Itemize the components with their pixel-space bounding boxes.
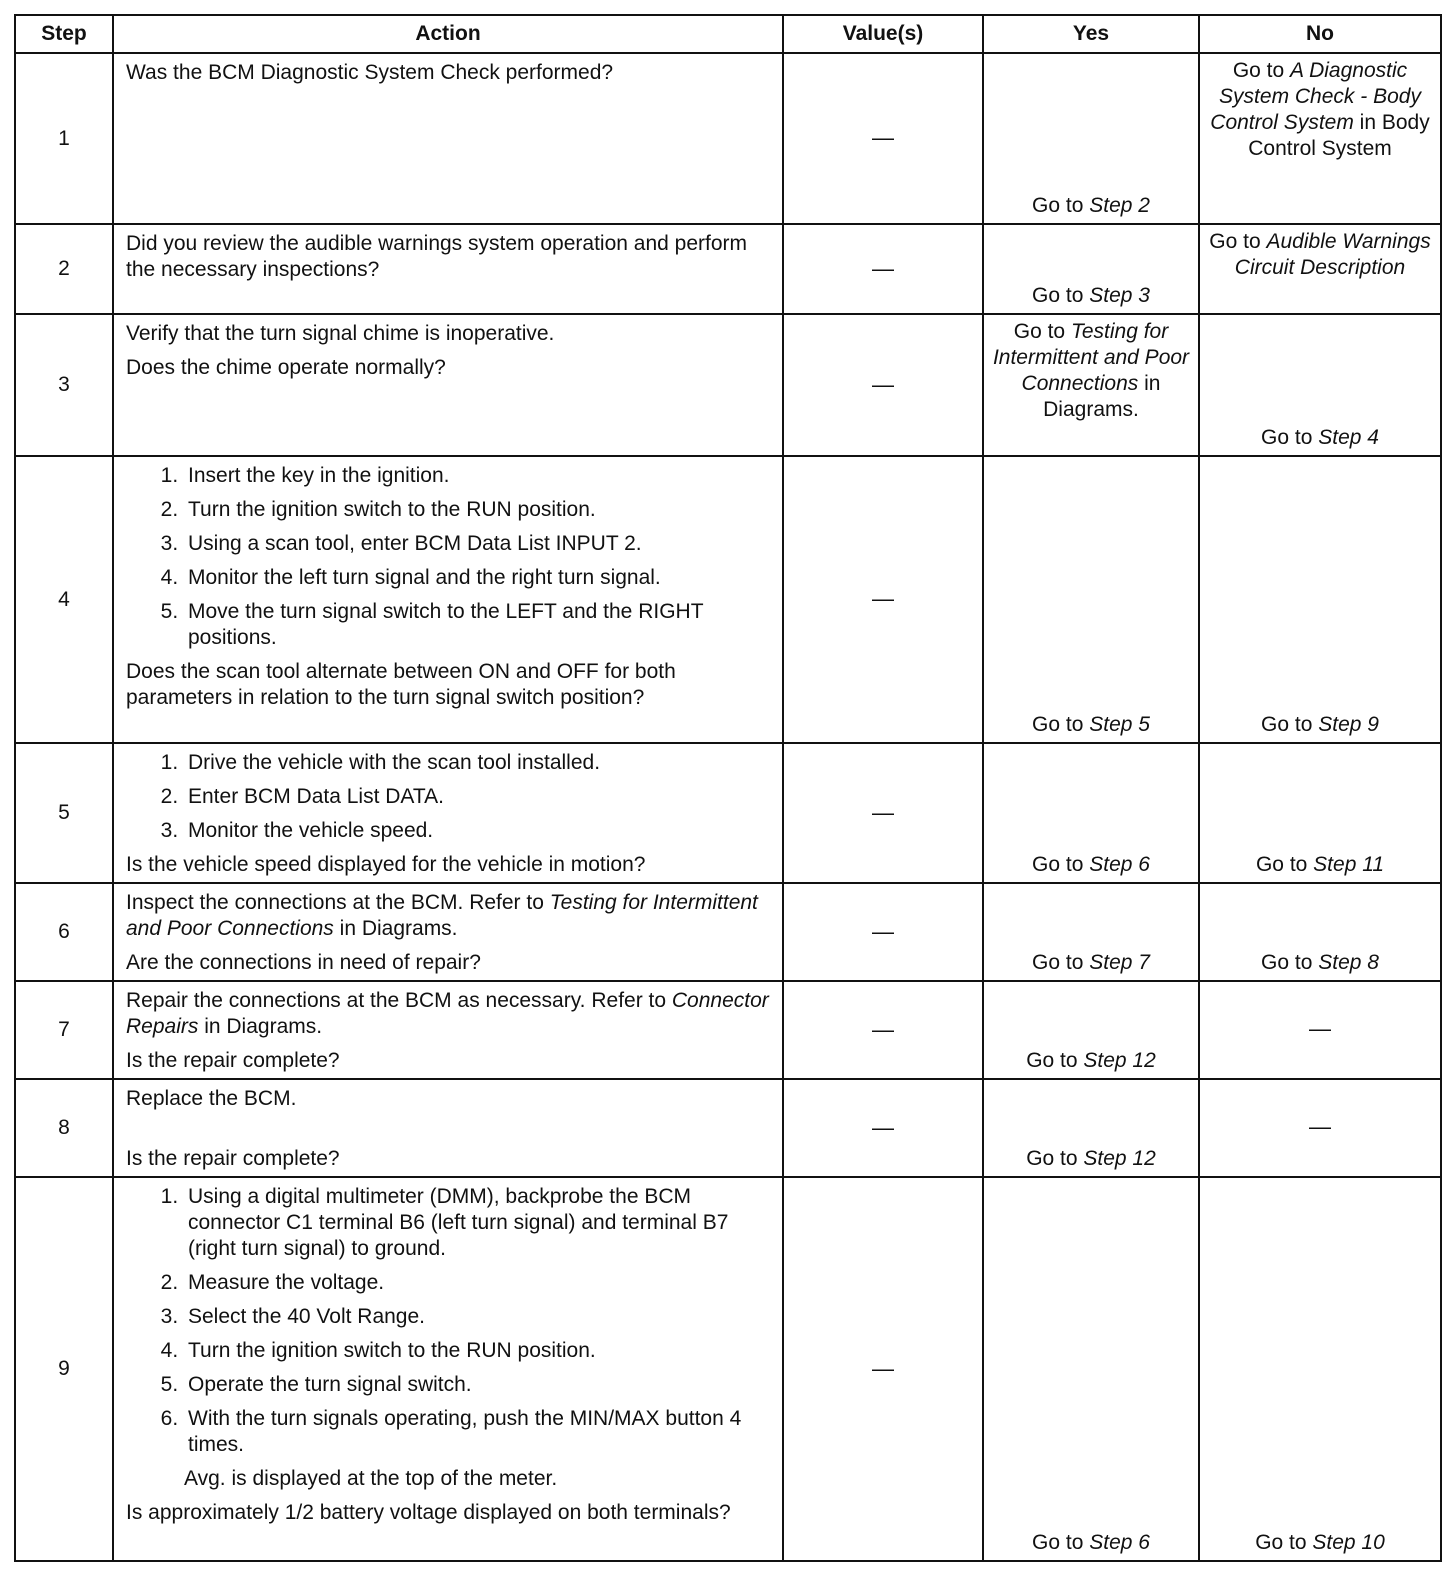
no-cell xyxy=(1199,314,1441,456)
value-cell xyxy=(783,883,983,981)
table-row xyxy=(15,1177,1441,1561)
value-dash: — xyxy=(872,586,894,611)
yes-link[interactable]: Step 12 xyxy=(1083,1049,1156,1072)
table-row xyxy=(15,224,1441,314)
action-cell xyxy=(113,981,783,1079)
yes-prefix: Go to xyxy=(1032,951,1090,974)
list-item: 3. Using a scan tool, enter BCM Data List INPUT 2. xyxy=(184,531,774,557)
value-cell xyxy=(783,981,983,1079)
value-cell xyxy=(783,314,983,456)
action-text-part: Inspect the connections at the BCM. Refer to xyxy=(126,891,550,914)
list-item: 6. With the turn signals operating, push the MIN/MAX button 4 times. xyxy=(184,1406,774,1458)
no-link[interactable]: Step 11 xyxy=(1313,853,1385,876)
yes-prefix: Go to xyxy=(1026,1049,1084,1072)
yes-prefix: Go to xyxy=(1032,284,1090,307)
action-cell xyxy=(113,456,783,743)
action-text: Replace the BCM. xyxy=(126,1087,297,1110)
list-item: 3. Monitor the vehicle speed. xyxy=(184,818,774,844)
no-link[interactable]: Step 4 xyxy=(1318,426,1379,449)
yes-cell xyxy=(983,743,1199,883)
list-item: 1. Using a digital multimeter (DMM), backprobe the BCM connector C1 terminal B6 (left turn signal) and terminal B7 (right turn signal) to ground. xyxy=(184,1184,774,1262)
no-cell xyxy=(1199,743,1441,883)
value-dash: — xyxy=(872,1114,894,1140)
procedure-list xyxy=(126,750,774,844)
value-cell xyxy=(783,224,983,314)
yes-cell xyxy=(983,883,1199,981)
yes-link[interactable]: Step 3 xyxy=(1089,284,1150,307)
table-row xyxy=(15,981,1441,1079)
procedure-list xyxy=(126,1184,774,1458)
yes-cell xyxy=(983,1177,1199,1561)
step-number: 6 xyxy=(15,883,113,981)
yes-prefix: Go to xyxy=(1032,853,1090,876)
list-item: 1. Insert the key in the ignition. xyxy=(184,463,774,489)
list-item: 2. Enter BCM Data List DATA. xyxy=(184,784,774,810)
value-dash: — xyxy=(872,1016,894,1042)
action-text xyxy=(126,988,774,1040)
action-cell xyxy=(113,883,783,981)
header-no: No xyxy=(1199,15,1441,53)
list-item: 2. Measure the voltage. xyxy=(184,1270,774,1296)
action-cell xyxy=(113,314,783,456)
list-item: 4. Turn the ignition switch to the RUN position. xyxy=(184,1338,774,1364)
no-cell xyxy=(1199,883,1441,981)
yes-prefix: Go to xyxy=(1032,1531,1090,1554)
step-number: 2 xyxy=(15,224,113,314)
action-text-part: Repair the connections at the BCM as necessary. Refer to xyxy=(126,989,672,1012)
header-step: Step xyxy=(15,15,113,53)
no-prefix: Go to xyxy=(1232,59,1291,82)
header-values: Value(s) xyxy=(783,15,983,53)
yes-link[interactable]: Step 6 xyxy=(1089,853,1150,876)
list-item: 4. Monitor the left turn signal and the right turn signal. xyxy=(184,565,774,591)
no-cell xyxy=(1199,224,1441,314)
diagnostic-table xyxy=(14,14,1442,1562)
header-row xyxy=(15,15,1441,53)
action-question: Is approximately 1/2 battery voltage displayed on both terminals? xyxy=(126,1501,731,1524)
procedure-note: Avg. is displayed at the top of the meter. xyxy=(184,1467,558,1490)
action-question: Does the chime operate normally? xyxy=(126,356,446,379)
value-dash: — xyxy=(872,918,894,944)
value-dash: — xyxy=(872,799,894,825)
no-cell xyxy=(1199,1079,1441,1177)
yes-link[interactable]: Step 2 xyxy=(1089,194,1150,217)
step-number: 7 xyxy=(15,981,113,1079)
list-item: 1. Drive the vehicle with the scan tool installed. xyxy=(184,750,774,776)
no-dash: — xyxy=(1309,1015,1331,1041)
value-dash: — xyxy=(872,255,894,281)
yes-prefix: Go to xyxy=(1032,194,1090,217)
no-suffix: in Body Control System xyxy=(1248,111,1430,160)
yes-cell xyxy=(983,456,1199,743)
table-row xyxy=(15,456,1441,743)
procedure-list xyxy=(126,463,774,651)
value-cell xyxy=(783,1177,983,1561)
no-prefix: Go to xyxy=(1261,951,1319,974)
yes-link[interactable]: Step 12 xyxy=(1083,1147,1156,1170)
no-prefix: Go to xyxy=(1255,1531,1313,1554)
table-row xyxy=(15,1079,1441,1177)
step-number: 1 xyxy=(15,53,113,224)
no-cell xyxy=(1199,456,1441,743)
action-text: Did you review the audible warnings system operation and perform the necessary inspections? xyxy=(126,232,747,281)
action-question: Is the repair complete? xyxy=(126,1147,340,1170)
action-cell xyxy=(113,53,783,224)
yes-prefix: Go to xyxy=(1013,320,1071,343)
action-text: Was the BCM Diagnostic System Check performed? xyxy=(126,61,614,84)
list-item: 5. Move the turn signal switch to the LEFT and the RIGHT positions. xyxy=(184,599,774,651)
header-yes: Yes xyxy=(983,15,1199,53)
yes-prefix: Go to xyxy=(1032,713,1090,736)
no-link[interactable]: Step 8 xyxy=(1318,951,1379,974)
reference-link[interactable]: Connector Repairs xyxy=(126,989,769,1038)
list-item: 2. Turn the ignition switch to the RUN position. xyxy=(184,497,774,523)
action-text xyxy=(126,890,774,942)
yes-prefix: Go to xyxy=(1026,1147,1084,1170)
list-item: 3. Select the 40 Volt Range. xyxy=(184,1304,774,1330)
action-question: Are the connections in need of repair? xyxy=(126,951,481,974)
yes-cell xyxy=(983,224,1199,314)
action-question: Does the scan tool alternate between ON and OFF for both parameters in relation to the turn signal switch position? xyxy=(126,660,676,709)
no-link[interactable]: Step 9 xyxy=(1318,713,1379,736)
action-cell xyxy=(113,224,783,314)
yes-link[interactable]: Step 5 xyxy=(1089,713,1150,736)
table-row xyxy=(15,314,1441,456)
no-cell xyxy=(1199,981,1441,1079)
table-row xyxy=(15,883,1441,981)
step-number: 4 xyxy=(15,456,113,743)
value-cell xyxy=(783,456,983,743)
action-text: Verify that the turn signal chime is inoperative. xyxy=(126,322,555,345)
yes-suffix: in Diagrams. xyxy=(1043,372,1161,421)
yes-link[interactable]: Step 7 xyxy=(1089,951,1150,974)
yes-cell xyxy=(983,981,1199,1079)
action-text-part: in Diagrams. xyxy=(333,917,458,940)
no-dash: — xyxy=(1309,1113,1331,1139)
yes-link[interactable]: Testing for Intermittent and Poor Connections xyxy=(992,320,1190,395)
action-question: Is the repair complete? xyxy=(126,1049,340,1072)
step-number: 5 xyxy=(15,743,113,883)
value-cell xyxy=(783,1079,983,1177)
action-cell xyxy=(113,1177,783,1561)
list-item: 5. Operate the turn signal switch. xyxy=(184,1372,774,1398)
value-dash: — xyxy=(872,371,894,397)
yes-link[interactable]: Step 6 xyxy=(1089,1531,1150,1554)
action-question: Is the vehicle speed displayed for the vehicle in motion? xyxy=(126,853,646,876)
value-cell xyxy=(783,53,983,224)
yes-cell xyxy=(983,53,1199,224)
table-row xyxy=(15,53,1441,224)
no-link[interactable]: A Diagnostic System Check - Body Control System xyxy=(1210,59,1421,134)
action-cell xyxy=(113,743,783,883)
table-row xyxy=(15,743,1441,883)
header-action: Action xyxy=(113,15,783,53)
action-cell xyxy=(113,1079,783,1177)
no-prefix: Go to xyxy=(1261,713,1319,736)
no-link[interactable]: Audible Warnings Circuit Description xyxy=(1234,230,1431,279)
action-text-part: in Diagrams. xyxy=(198,1015,323,1038)
step-number: 8 xyxy=(15,1079,113,1177)
value-dash: — xyxy=(872,1355,894,1381)
step-number: 9 xyxy=(15,1177,113,1561)
no-prefix: Go to xyxy=(1255,853,1314,876)
step-number: 3 xyxy=(15,314,113,456)
no-cell xyxy=(1199,1177,1441,1561)
value-dash: — xyxy=(872,125,894,150)
no-prefix: Go to xyxy=(1261,426,1319,449)
reference-link[interactable]: Testing for Intermittent and Poor Connections xyxy=(126,891,758,940)
yes-cell xyxy=(983,1079,1199,1177)
no-link[interactable]: Step 10 xyxy=(1312,1531,1385,1554)
value-cell xyxy=(783,743,983,883)
no-cell xyxy=(1199,53,1441,224)
no-prefix: Go to xyxy=(1209,230,1267,253)
yes-cell xyxy=(983,314,1199,456)
